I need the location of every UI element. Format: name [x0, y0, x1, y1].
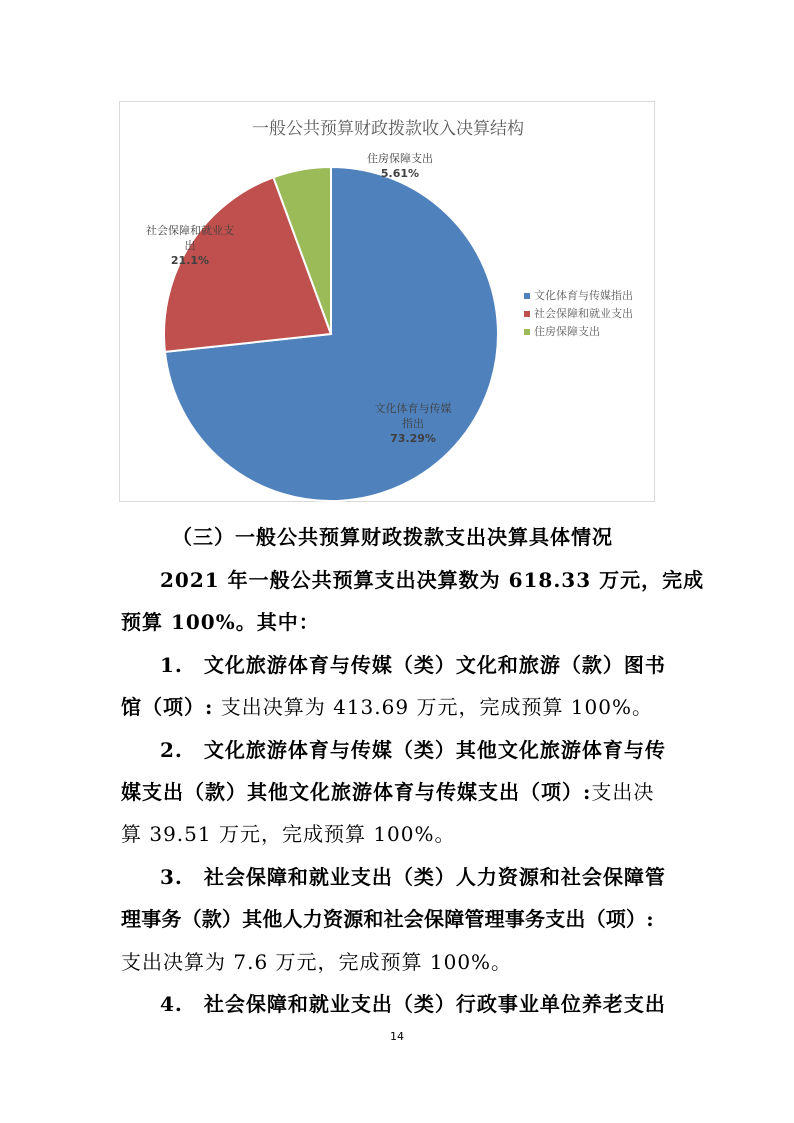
slice-percent: 73.29%	[390, 432, 436, 445]
pie-slices	[164, 167, 498, 501]
slice-percent: 21.1%	[170, 254, 210, 267]
chart-title: 一般公共预算财政拨款收入决算结构	[252, 119, 524, 139]
legend-label: 文化体育与传媒指出	[534, 289, 633, 302]
item-2-detail-start: 支出决	[591, 780, 655, 804]
pie-chart	[119, 101, 655, 502]
slice-label-text: 出	[184, 239, 196, 252]
item-3-line-2: 理事务（款）其他人力资源和社会保障管理事务支出（项）:	[121, 907, 654, 931]
legend-label: 住房保障支出	[534, 325, 600, 338]
item-1-detail: 支出决算为 413.69 万元，完成预算 100%。	[213, 695, 653, 719]
item-1-heading-end: 馆（项）:	[121, 695, 214, 719]
item-1-line-1: 1. 文化旅游体育与传媒（类）文化和旅游（款）图书	[160, 653, 666, 677]
slice-label-text: 住房保障支出	[367, 152, 433, 165]
summary-line-2: 预算 100%。其中：	[121, 610, 320, 634]
item-3-line-1: 3. 社会保障和就业支出（类）人力资源和社会保障管	[160, 865, 666, 889]
slice-percent: 5.61%	[380, 167, 420, 180]
pie-chart-svg	[120, 102, 656, 503]
item-2-heading-end: 媒支出（款）其他文化旅游体育与传媒支出（项）:	[121, 780, 592, 804]
item-3-line-3: 支出决算为 7.6 万元，完成预算 100%。	[121, 950, 513, 974]
item-2-line-3: 算 39.51 万元，完成预算 100%。	[121, 822, 456, 846]
chart-legend	[524, 288, 633, 338]
slice-label-text: 指出	[402, 417, 424, 430]
section-heading: （三）一般公共预算财政拨款支出决算具体情况	[172, 525, 613, 549]
legend-label: 社会保障和就业支出	[534, 307, 633, 320]
item-4-line-1: 4. 社会保障和就业支出（类）行政事业单位养老支出	[160, 992, 666, 1016]
legend-swatch	[524, 311, 530, 317]
item-2-line-1: 2. 文化旅游体育与传媒（类）其他文化旅游体育与传	[160, 738, 666, 762]
slice-label-text: 文化体育与传媒	[374, 402, 452, 415]
legend-swatch	[524, 329, 530, 335]
item-2-line-2	[121, 779, 654, 805]
legend-swatch	[524, 293, 530, 299]
summary-line-1: 2021 年一般公共预算支出决算数为 618.33 万元，完成	[160, 568, 705, 592]
slice-label-text: 社会保障和就业支	[146, 224, 234, 237]
page-number: 14	[390, 1030, 404, 1043]
item-1-line-2	[121, 694, 653, 720]
